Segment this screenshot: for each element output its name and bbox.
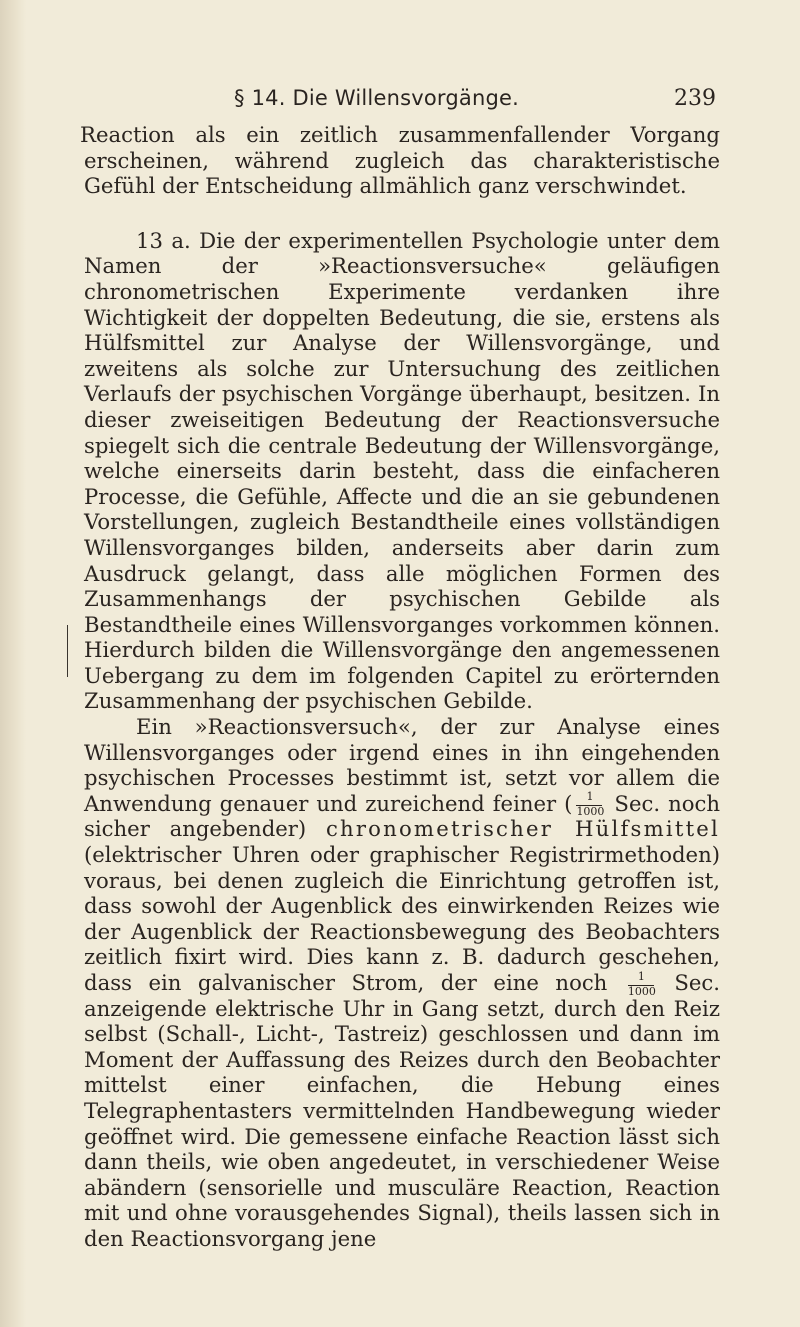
running-head: [0, 86, 800, 116]
page-number: 239: [674, 86, 716, 111]
paragraph-reactionsversuch: [84, 714, 720, 1251]
page-gutter-shadow: [0, 0, 26, 1327]
paragraph-13a: 13 a. Die der experimentellen Psychologie unter dem Namen der »Reactionsversuche« geläufigen chronometrischen Experimente verdanken ihre Wichtigkeit der doppelten Bedeutung, die sie, erstens als Hülfsmittel zur Analyse der Willensvorgänge, und zweitens als solche zur Untersuchung des zeitlichen Verlaufs der psychischen Vorgänge überhaupt, besitzen. In dieser zweiseitigen Bedeutung der Reactionsversuche spiegelt sich die centrale Bedeutung der Willensvorgänge, welche einerseits darin besteht, dass die einfacheren Processe, die Gefühle, Affecte und die an sie gebundenen Vorstellungen, zugleich Bestandtheile eines vollständigen Willensvorganges bilden, anderseits aber darin zum Ausdruck gelangt, dass alle möglichen Formen des Zusammenhangs der psychischen Gebilde als Bestandtheile eines Willensvorganges vorkommen können. Hierdurch bilden die Willensvorgänge den angemessenen Uebergang zu dem im folgenden Capitel zu erörternden Zusammenhang der psychischen Gebilde.: [84, 227, 720, 714]
margin-line-mark: [67, 625, 68, 677]
emphasized-term: chronometrischer Hülfsmittel: [325, 816, 721, 842]
para2-text-a: Ein »Reactionsversuch«, der zur Analyse eines Willensvorganges oder irgend eines in ihn eingehenden psychischen Processes bestimmt ist, setzt vor allem die Anwendung genauer und zureichend feiner (: [84, 714, 720, 816]
fraction-numerator: 1: [637, 969, 645, 983]
para2-text-b: Sec. noch sicher angebender): [84, 790, 720, 842]
fraction-numerator: 1: [586, 790, 594, 804]
para2-text-d: Sec. anzeigende elektrische Uhr in Gang setzt, durch den Reiz selbst (Schall-, Licht-, Tastreiz) geschlossen und dann im Moment der Auffassung des Reizes durch den Beobachter mittelst einer einfachen, die Hebung eines Telegraphentasters vermittelnden Handbewegung wieder geöffnet wird. Die gemessene einfache Reaction lässt sich dann theils, wie oben angedeutet, in verschiedener Weise abändern (sensorielle und musculäre Reaction, Reaction mit und ohne vorausgehendes Signal), theils lassen sich in den Reactionsvorgang jene: [84, 970, 720, 1251]
fraction-one-thousandth: [572, 790, 606, 819]
intro-paragraph: Reaction als ein zeitlich zusammenfallender Vorgang erscheinen, während zugleich das charakteristische Gefühl der Entscheidung allmählich ganz verschwindet.: [80, 122, 720, 199]
fraction-one-thousandth-2: [624, 969, 658, 998]
fraction-denominator: 1000: [576, 805, 605, 819]
body-text: [80, 122, 721, 1252]
para2-text-c: (elektrischer Uhren oder graphischer Registrirmethoden) voraus, bei denen zugleich die Einrichtung getroffen ist, dass sowohl der Augenblick des einwirkenden Reizes wie der Augenblick der Reactionsbewegung des Beobachters zeitlich fixirt wird. Dies kann z. B. dadurch geschehen, dass ein galvanischer Strom, der eine noch: [84, 842, 720, 995]
section-title: § 14. Die Willensvorgänge.: [234, 86, 519, 110]
fraction-denominator: 1000: [627, 984, 656, 998]
